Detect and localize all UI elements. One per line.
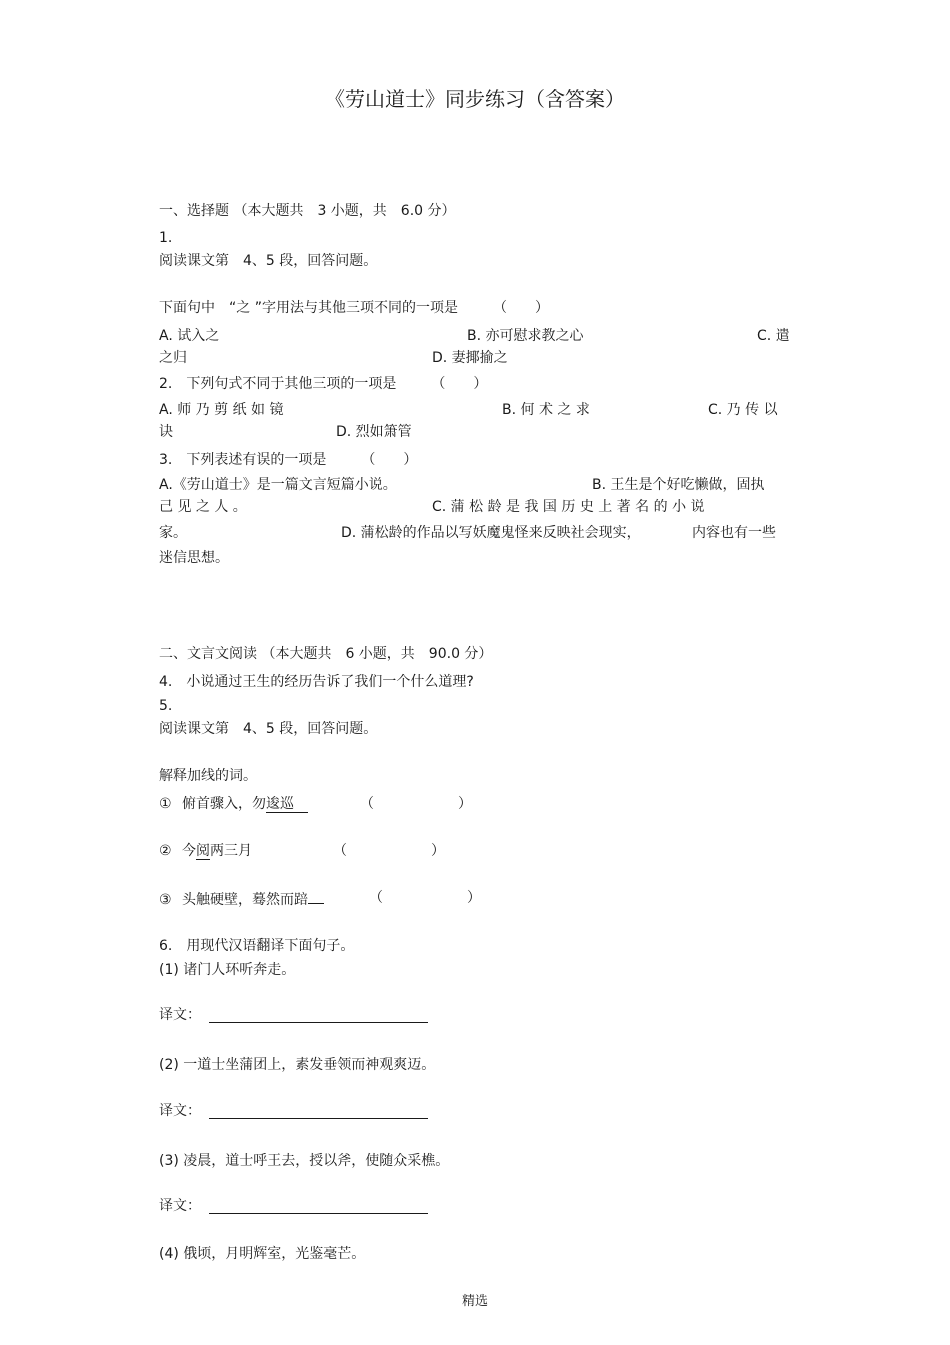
underlined-word: 逡巡: [266, 796, 308, 813]
q5-item-1: [159, 795, 308, 813]
q2-stem: 2. 下列句式不同于其他三项的一项是 （ ）: [159, 376, 488, 392]
q5-item-3-answer: （ ）: [369, 890, 481, 906]
item-text: 俯首骤入，勿: [182, 796, 267, 812]
q5-instruction: 阅读课文第 4、5 段，回答问题。: [159, 721, 378, 737]
q3-stem: 3. 下列表述有误的一项是 （ ）: [159, 452, 418, 468]
q5-number: 5.: [159, 698, 173, 714]
q5-item-2: [159, 842, 252, 860]
q2-option-d: D. 烈如箫管: [336, 424, 412, 440]
q3-option-b-end: 己 见 之 人 。: [159, 499, 247, 515]
q3-option-d-mid: 内容也有一些: [692, 525, 776, 541]
answer-line-2[interactable]: [209, 1118, 428, 1119]
q6-answer-label-1: 译文：: [159, 1007, 201, 1023]
q5-item-2-answer: （ ）: [333, 843, 445, 859]
q6-sentence-1: (1) 诸门人环听奔走。: [159, 962, 296, 978]
answer-line-1[interactable]: [209, 1022, 428, 1023]
q1-number: 1.: [159, 230, 173, 246]
q6-answer-label-3: 译文：: [159, 1198, 201, 1214]
q6-answer-label-2: 译文：: [159, 1103, 201, 1119]
q5-prompt: 解释加线的词。: [159, 768, 257, 784]
q6-stem: 6. 用现代汉语翻译下面句子。: [159, 938, 355, 954]
q3-option-c-start: C. 蒲 松 龄 是 我 国 历 史 上 著 名 的 小 说: [432, 499, 705, 515]
answer-line-3[interactable]: [209, 1213, 428, 1214]
q3-option-a: A.《劳山道士》是一篇文言短篇小说。: [159, 477, 397, 493]
q2-option-b: B. 何 术 之 求: [502, 402, 590, 418]
item-text-post: 两三月: [210, 843, 253, 859]
q5-item-1-answer: （ ）: [360, 796, 472, 812]
q1-option-a: A. 试入之: [159, 328, 220, 344]
q5-item-3: [159, 889, 324, 909]
q3-option-c-end: 家。: [159, 525, 187, 541]
q6-sentence-4: (4) 俄顷，月明辉室，光鉴毫芒。: [159, 1246, 366, 1262]
item-number: ①: [159, 796, 172, 812]
underlined-word: 阅: [196, 843, 211, 859]
q6-sentence-3: (3) 凌晨，道士呼王去，授以斧，使随众采樵。: [159, 1153, 450, 1169]
q3-option-d-end: 迷信思想。: [159, 550, 229, 566]
q2-option-c-end: 诀: [159, 424, 173, 440]
section2-heading: 二、文言文阅读 （本大题共 6 小题，共 90.0 分）: [159, 646, 493, 662]
q1-option-c-end: 之归: [159, 350, 187, 366]
item-text: 今: [182, 843, 197, 859]
q2-option-c-start: C. 乃 传 以: [708, 402, 778, 418]
page-title: 《劳山道士》同步练习（含答案）: [325, 87, 625, 111]
q4-stem: 4. 小说通过王生的经历告诉了我们一个什么道理?: [159, 674, 474, 690]
q1-option-d: D. 妻揶揄之: [432, 350, 508, 366]
underline-blank: [308, 889, 324, 904]
section1-heading: 一、选择题 （本大题共 3 小题，共 6.0 分）: [159, 203, 456, 219]
q3-option-d-start: D. 蒲松龄的作品以写妖魔鬼怪来反映社会现实，: [341, 525, 641, 541]
q1-instruction: 阅读课文第 4、5 段，回答问题。: [159, 253, 378, 269]
q1-stem: 下面句中 “之 ”字用法与其他三项不同的一项是 （ ）: [159, 300, 549, 316]
q6-sentence-2: (2) 一道士坐蒲团上，素发垂领而神观爽迈。: [159, 1057, 436, 1073]
item-text: 头触硬壁，蓦然而踣: [182, 892, 309, 908]
q2-option-a: A. 师 乃 剪 纸 如 镜: [159, 402, 284, 418]
q1-option-c-start: C. 遣: [757, 328, 790, 344]
page-footer: 精选: [461, 1294, 488, 1309]
item-number: ③: [159, 892, 172, 908]
item-number: ②: [159, 843, 172, 859]
q1-option-b: B. 亦可慰求教之心: [467, 328, 584, 344]
q3-option-b-start: B. 王生是个好吃懒做，固执: [592, 477, 765, 493]
